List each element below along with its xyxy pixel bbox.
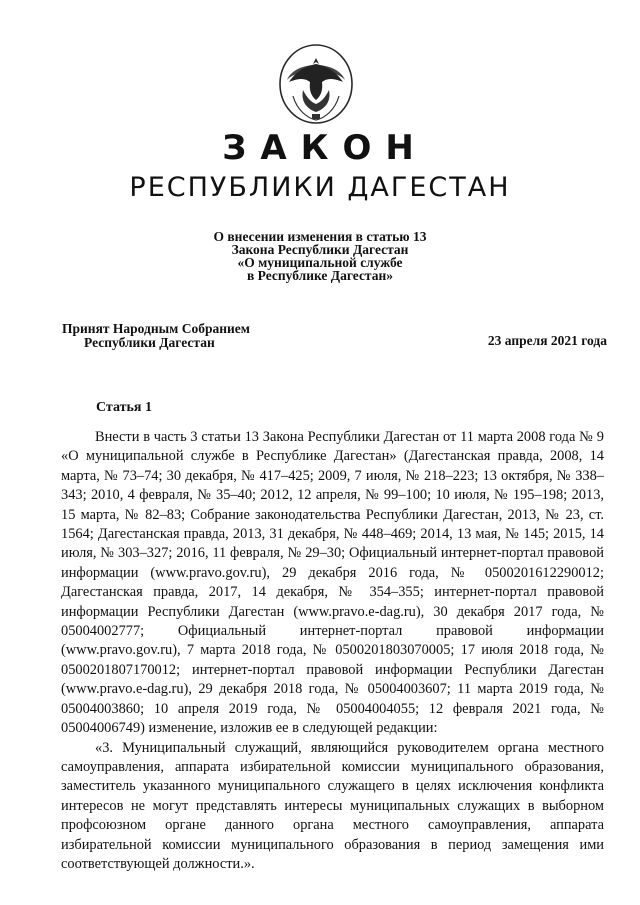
subject-line: О внесении изменения в статью 13 bbox=[213, 229, 427, 244]
adoption-line: Принят Народным Собранием bbox=[62, 321, 250, 336]
subject-line: «О муниципальной службе bbox=[237, 255, 403, 270]
subject-line: в Республике Дагестан» bbox=[246, 268, 394, 283]
article-paragraph: «3. Муниципальный служащий, являющийся руководителем органа местного самоуправления, аппарата избирательной комиссии муниципального образования, заместитель указанного муниципального служащего в целях исключения конфликта интересов не могут представлять интересы муниципальных служащих в выборном профсоюзном органе данного органа местного самоуправления, аппарата избирательной комиссии муниципального образования в период замещения ими соответствующей должности.». bbox=[61, 739, 604, 872]
law-subject bbox=[0, 230, 640, 282]
article-heading: Статья 1 bbox=[96, 400, 152, 415]
article-body bbox=[61, 428, 604, 874]
law-title: ЗАКОН bbox=[222, 128, 428, 168]
adoption-line: Республики Дагестан bbox=[84, 335, 215, 350]
article-paragraph: Внести в часть 3 статьи 13 Закона Республики Дагестан от 11 марта 2008 года № 9 «О муниципальной службе в Республике Дагестан» (Дагестанская правда, 2008, 14 марта, № 73–74; 30 декабря, № 417–425; 2009, 7 июля, № 218–223; 13 октября, № 338–343; 2010, 4 февраля, № 35–40; 2012, 12 апреля, № 99–100; 10 июля, № 195–198; 2013, 15 марта, № 82–83; Собрание законодательства Республики Дагестан, 2013, № 23, ст. 1564; Дагестанская правда, 2013, 31 декабря, № 448–469; 2014, 13 мая, № 145; 2015, 14 июля, № 303–327; 2016, 11 февраля, № 29–30; Официальный интернет-портал правовой информации (www.pravo.gov.ru), 29 декабря 2016 года, № 0500201612290012; Дагестанская правда, 2017, 14 декабря, № 354–355; интернет-портал правовой информации Республики Дагестан (www.pravo.e-dag.ru), 30 декабря 2017 года, № 05004002777; Официальный интернет-портал правовой информации (www.pravo.gov.ru), 7 марта 2018 года, № 0500201803070005; 17 июля 2018 года, № 0500201807170012; интернет-портал правовой информации Республики Дагестан (www.pravo.e-dag.ru), 29 декабря 2018 года, № 05004003607; 11 марта 2019 года, № 05004003860; 10 апреля 2019 года, № 05004004055; 12 февраля 2021 года, № 05004006749) изменение, изложив ее в следующей редакции: bbox=[61, 429, 604, 737]
subject-line: Закона Республики Дагестан bbox=[231, 242, 409, 257]
adoption-date: 23 апреля 2021 года bbox=[487, 333, 607, 348]
republic-title: РЕСПУБЛИКИ ДАГЕСТАН bbox=[129, 172, 511, 203]
adoption-note bbox=[62, 322, 250, 350]
coat-of-arms-emblem bbox=[275, 40, 357, 126]
